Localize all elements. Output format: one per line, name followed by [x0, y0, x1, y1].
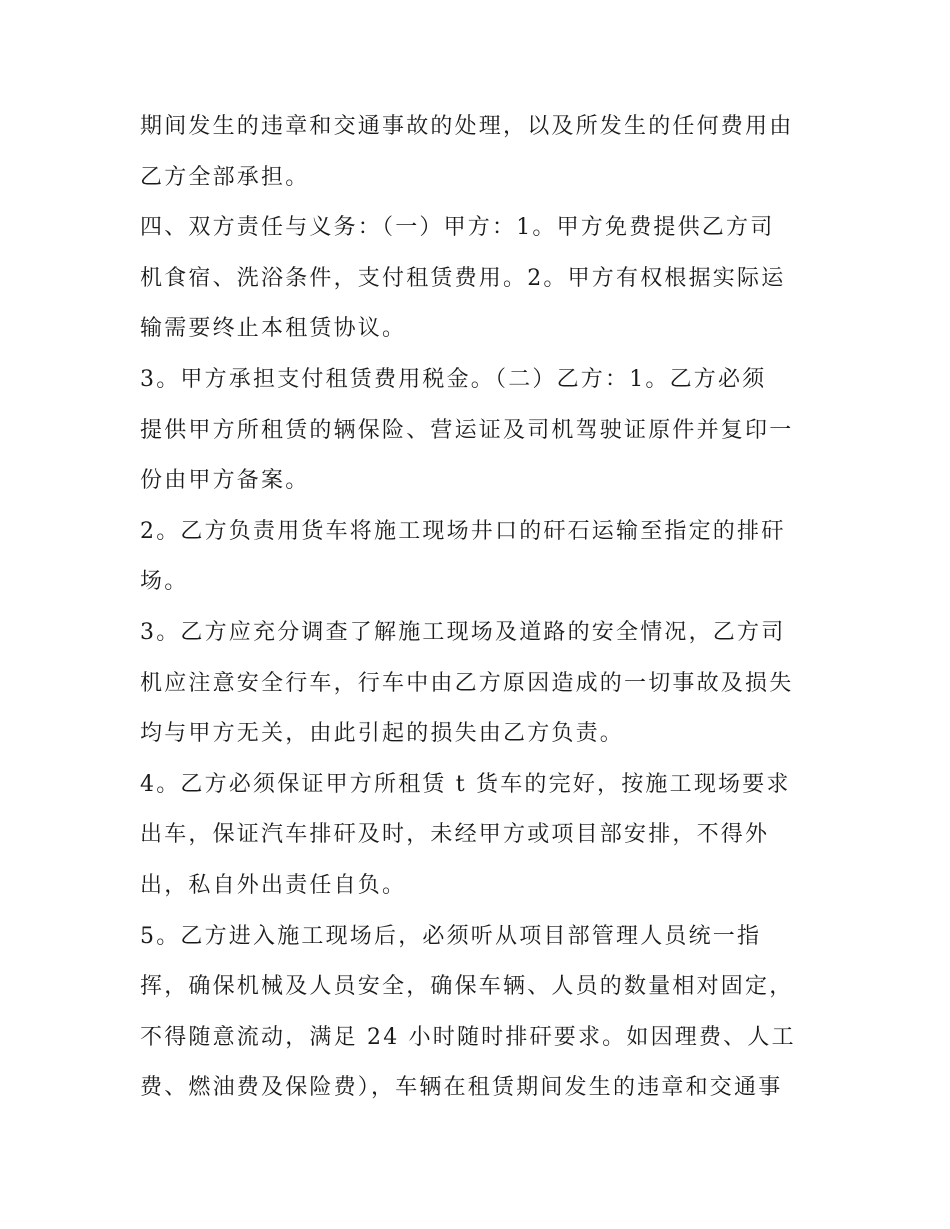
text-line: 5。乙方进入施工现场后，必须听从项目部管理人员统一指: [140, 923, 762, 949]
text-line: 2。乙方负责用货车将施工现场井口的矸石运输至指定的排矸: [140, 518, 786, 544]
text-line: 份由甲方备案。: [140, 468, 310, 494]
text-line: 挥，确保机械及人员安全，确保车辆、人员的数量相对固定，: [140, 974, 794, 1000]
text-line: 机食宿、洗浴条件，支付租赁费用。2。甲方有权根据实际运: [140, 265, 786, 291]
text-line: 机应注意安全行车，行车中由乙方原因造成的一切事故及损失: [140, 670, 794, 696]
text-line: 乙方全部承担。: [140, 164, 310, 190]
text-line: 出车，保证汽车排矸及时，未经甲方或项目部安排，不得外: [140, 822, 770, 848]
text-line: 均与甲方无关，由此引起的损失由乙方负责。: [140, 721, 625, 747]
text-line: 不得随意流动，满足 24 小时随时排矸要求。如因理费、人工: [140, 1024, 796, 1050]
document-body: [140, 102, 820, 1114]
text-line: 输需要终止本租赁协议。: [140, 316, 407, 342]
text-line: 场。: [140, 569, 189, 595]
text-line: 提供甲方所租赁的辆保险、营运证及司机驾驶证原件并复印一: [140, 417, 794, 443]
text-line: 期间发生的违章和交通事故的处理，以及所发生的任何费用由: [140, 114, 794, 139]
text-line: 出，私自外出责任自负。: [140, 872, 407, 898]
text-line: 3。甲方承担支付租赁费用税金。（二）乙方：1。乙方必须: [140, 366, 767, 392]
text-line: 四、双方责任与义务：（一）甲方：1。甲方免费提供乙方司: [140, 215, 775, 241]
text-line: 费、燃油费及保险费），车辆在租赁期间发生的违章和交通事: [140, 1075, 783, 1101]
text-line: 4。乙方必须保证甲方所租赁 t 货车的完好，按施工现场要求: [140, 771, 791, 797]
text-line: 3。乙方应充分调查了解施工现场及道路的安全情况，乙方司: [140, 619, 786, 645]
